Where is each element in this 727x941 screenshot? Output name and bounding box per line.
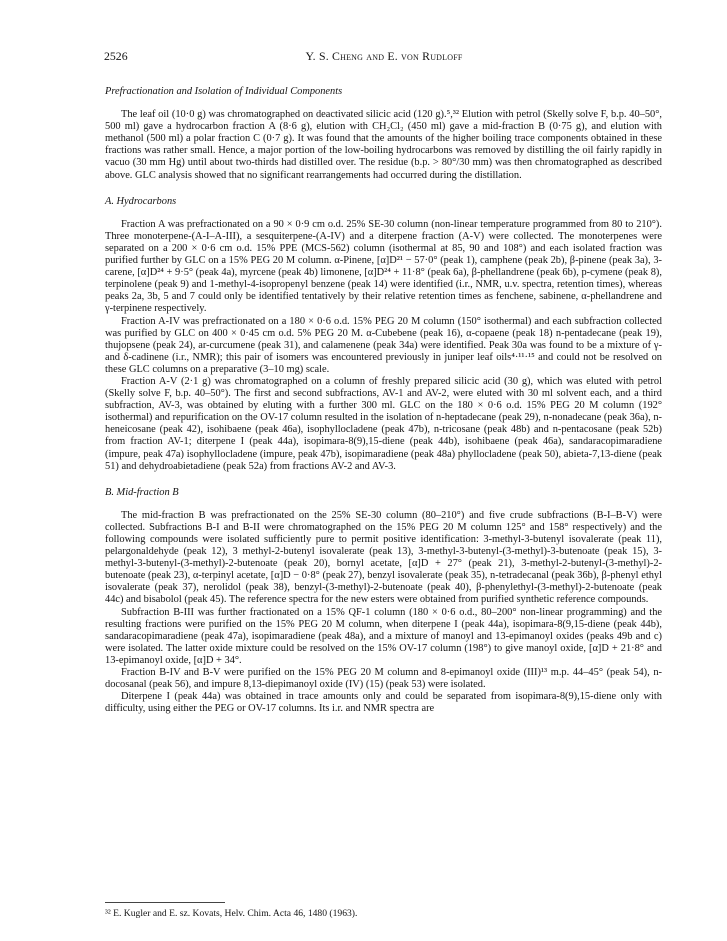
footnote: ³² E. Kugler and E. sz. Kovats, Helv. Chim. Acta 46, 1480 (1963). <box>105 908 358 919</box>
paragraph: Diterpene I (peak 44a) was obtained in trace amounts only and could be separated from isopimara-8(9),15-diene only with difficulty, using either the PEG or OV-17 columns. Its i.r. and NMR spectra are <box>105 691 662 715</box>
paragraph: Fraction B-IV and B-V were purified on the 15% PEG 20 M column and 8-epimanoyl oxide (III)¹³ m.p. 44–45° (peak 54), n-docosanal (peak 56), and impure 8,13-diepimanoyl oxide (IV) (15) (peak 53) were isolated. <box>105 667 662 691</box>
section-heading-prefractionation: Prefractionation and Isolation of Individual Components <box>105 86 343 97</box>
paragraph: Fraction A-IV was prefractionated on a 180 × 0·6 o.d. 15% PEG 20 M column (150° isothermal) and each subfraction collected was purified by GLC on 400 × 0·45 cm o.d. 5% PEG 20 M. α-Cubebene (peak 16), α-copaene (peak 18) n-pentadecane (peak 19), thujopsene (peak 24), ar-curcumene (peak 31), and calamenene (peak 34a) were identified. Peak 30a was found to be a mixture of γ- and δ-cadinene (i.r., NMR); this pair of isomers was encountered previously in juniper leaf oils⁴·¹¹·¹⁵ and could not be resolved on these GLC columns on a preparative (3–10 mg) scale. <box>105 315 662 375</box>
section-heading-midfraction: B. Mid-fraction B <box>105 486 179 498</box>
paragraph: Fraction A-V (2·1 g) was chromatographed on a column of freshly prepared silicic acid (30 g), which was eluted with petrol (Skelly solve F, b.p. 40–50°). The first and second subfractions, AV-1 and AV-2, were eluted with 30 ml solvent each, and a third subfraction, AV-3, was obtained by eluting with a further 300 ml. GLC on the 180 × 0·6 o.d. 15% PEG 20 M column (192° isothermal) and repurification on the OV-17 column resulted in the isolation of n-heptadecane (peak 29), n-nonadecane (peak 36a), n-heneicosane (peak 42), isohibaene (peak 46a), isophyllocladene (peak 47b), n-tricosane (peak 48b) and n-pentacosane (peak 52b) from fraction AV-1; diterpene I (peak 44a), isopimara-8(9),15-diene (peak 44b), isohibaene (peak 46a), sandaracopimaradiene (impure, peak 47a) isophyllocladene (impure, peak 47b), isopimaradiene (peak 48a) phyllocladene (peak 50), abieta-7,13-diene (peak 51) and dehydroabietadiene (peak 52a) from fractions AV-2 and AV-3. <box>105 375 662 472</box>
section-heading-hydrocarbons: A. Hydrocarbons <box>105 195 177 207</box>
page-number: 2526 <box>104 49 128 63</box>
paragraph: The mid-fraction B was prefractionated on the 25% SE-30 column (80–210°) and five crude subfractions (B-I–B-V) were collected. Subfractions B-I and B-II were chromatographed on the 15% PEG 20 M column 125° and 158° respectively) and the following compounds were isolated sufficiently pure to permit positive identification: 3-methyl-3-butenyl isovalerate (peak 11), pelargonaldehyde (peak 12), 3 methyl-2-butenyl isovalerate (peak 13), 3-methyl-3-butenyl-(3-methyl)-3-butenoate (peak 15), 3-methyl-3-butenyl-(3-methyl)-2-butenoate (peak 20), bornyl acetate, [α]D + 27° (peak 21), 3-methyl-2-butenyl-(3-methyl)-2-butenoate (peak 23), α-terpinyl acetate, [α]D − 0·8° (peak 27), benzyl isovalerate (peak 35), n-tetradecanal (peak 36b), β-phenyl ethyl isovalerate (peak 37), nerolidol (peak 38), benzyl-(3-methyl)-2-butenoate (peak 40), β-phenylethyl-(3-methyl)-2-butenoate (peak 44c) and bisabolol (peak 45). The reference spectra for the new esters were obtained from purified synthetic reference compounds. <box>105 509 662 606</box>
running-title: Y. S. Cheng and E. von Rudloff <box>305 49 463 63</box>
article-body <box>105 86 662 715</box>
paragraph: Fraction A was prefractionated on a 90 × 0·9 cm o.d. 25% SE-30 column (non-linear temperature programmed from 80 to 210°). Three monoterpene-(A-I–A-III), a sesquiterpene-(A-IV) and a diterpene fraction (A-V) were collected. The monoterpenes were separated on a 200 × 0·6 cm o.d. 15% PPE (MCS-562) column (isothermal at 85, 90 and 108°) and each isolated fraction was purified further by GLC on a 15% PEG 20 M column. α-Pinene, [α]D²¹ − 57·0° (peak 1), camphene (peak 2b), β-pinene (peak 3a), 3-carene, [α]D²⁴ + 9·5° (peak 4a), myrcene (peak 4b) limonene, [α]D²⁴ + 11·8° (peak 6a), β-phellandrene (peak 6b), p-cymene (peak 8), terpinolene (peak 9) and 1-methyl-4-isopropenyl benzene (peak 14) were identified (i.r., NMR, u.v. spectra, retention times), whereas peaks 2a, 3b, 5 and 7 could only be identified tentatively by their relative retention times as fenchene, sabinene, α-phellandrene and γ-terpinene respectively. <box>105 218 662 315</box>
paragraph: The leaf oil (10·0 g) was chromatographed on deactivated silicic acid (120 g).⁵,³² Elution with petrol (Skelly solve F, b.p. 40–50°, 500 ml) gave a hydrocarbon fraction A (8·6 g), elution with CH₂Cl₂ (450 ml) gave a mid-fraction B (0·75 g), and elution with methanol (500 ml) a polar fraction C (0·7 g). It was found that the amounts of the higher boiling trace components obtained in these fractions was rather small. Hence, a major portion of the low-boiling hydrocarbons was removed by distilling the oil fairly rapidly in vacuo (30 mm Hg) until about two-thirds had distilled over. The residue (b.p. > 80°/30 mm) was then chromatographed as described above. GLC analysis showed that no significant rearrangements had occurred during the distillation. <box>105 109 662 181</box>
paragraph: Subfraction B-III was further fractionated on a 15% QF-1 column (180 × 0·6 o.d., 80–200° non-linear programming) and the resulting fractions were purified on the 15% PEG 20 M column, when diterpene I (peak 44a), isopimara-8(9,15-diene (peak 44b), sandaracopimaradiene (peak 47a), isopimaradiene (peak 48a), and a mixture of manoyl and 13-epimanoyl oxides (peaks 49b and c) were isolated. The latter oxide mixture could be resolved on the 15% OV-17 column (198°) to give manoyl oxide, [α]D + 21·8° and 13-epimanoyl oxide, [α]D + 34°. <box>105 606 662 666</box>
footnote-rule <box>105 902 225 903</box>
